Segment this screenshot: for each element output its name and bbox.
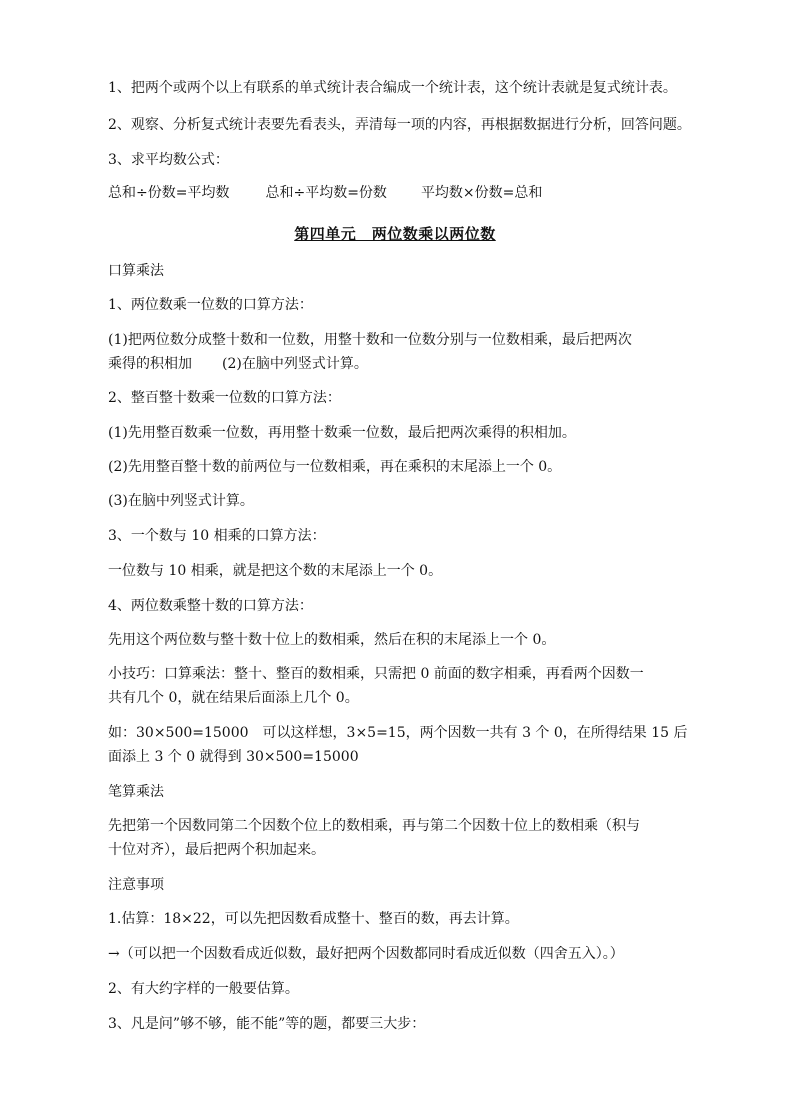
oral-s4-title: 4、两位数乘整十数的口算方法：: [108, 598, 313, 614]
example-line2: 面添上 3 个 0 就得到 30×500=15000: [108, 749, 359, 765]
oral-s2-item3: (3)在脑中列竖式计算。: [108, 493, 254, 509]
notes-item1-arrow: →（可以把一个因数看成近似数，最好把两个因数都同时看成近似数（四舍五入）。）: [108, 946, 624, 962]
oral-heading: 口算乘法: [108, 263, 164, 279]
oral-s4-text: 先用这个两位数与整十数十位上的数相乘，然后在积的末尾添上一个 0。: [108, 632, 556, 648]
oral-s1-title: 1、两位数乘一位数的口算方法：: [108, 297, 313, 313]
formula-average: 总和÷份数=平均数: [108, 185, 230, 201]
formula-count: 总和÷平均数=份数: [265, 185, 387, 201]
example-line1: 如：30×500=15000 可以这样想，3×5=15，两个因数一共有 3 个 0，在所得结果 15 后: [108, 725, 688, 741]
oral-s1-line2b: (2)在脑中列竖式计算。: [222, 356, 368, 372]
tip-line2: 共有几个 0，就在结果后面添上几个 0。: [108, 690, 359, 706]
oral-s2-item2: (2)先用整百整十数的前两位与一位数相乘，再在乘积的末尾添上一个 0。: [108, 459, 562, 475]
average-formulas: [108, 185, 542, 201]
stats-point-1: 1、把两个或两个以上有联系的单式统计表合编成一个统计表，这个统计表就是复式统计表。: [108, 80, 677, 96]
notes-item1: 1.估算：18×22，可以先把因数看成整十、整百的数，再去计算。: [108, 911, 519, 927]
tip-line1: 小技巧：口算乘法：整十、整百的数相乘，只需把 0 前面的数字相乘，再看两个因数一: [108, 666, 644, 682]
oral-s2-title: 2、整百整十数乘一位数的口算方法：: [108, 390, 341, 406]
oral-s3-text: 一位数与 10 相乘，就是把这个数的末尾添上一个 0。: [108, 563, 443, 579]
stats-point-3: 3、求平均数公式：: [108, 152, 229, 168]
written-line2: 十位对齐），最后把两个积加起来。: [108, 842, 325, 858]
unit-title: 第四单元 两位数乘以两位数: [294, 225, 496, 243]
oral-s3-title: 3、一个数与 10 相乘的口算方法：: [108, 528, 326, 544]
notes-heading: 注意事项: [108, 877, 164, 893]
oral-s1-line2a: 乘得的积相加: [108, 356, 192, 372]
oral-s2-item1: (1)先用整百数乘一位数，再用整十数乘一位数，最后把两次乘得的积相加。: [108, 425, 576, 441]
written-heading: 笔算乘法: [108, 784, 164, 800]
stats-point-2: 2、观察、分析复式统计表要先看表头，弄清每一项的内容，再根据数据进行分析，回答问题。: [108, 117, 691, 133]
formula-total: 平均数×份数=总和: [420, 185, 543, 201]
oral-s1-line1: (1)把两位数分成整十数和一位数，用整十数和一位数分别与一位数相乘，最后把两次: [108, 332, 632, 348]
notes-item2: 2、有大约字样的一般要估算。: [108, 981, 299, 997]
written-line1: 先把第一个因数同第二个因数个位上的数相乘，再与第二个因数十位上的数相乘（积与: [108, 818, 640, 834]
notes-item3: 3、凡是问”够不够，能不能”等的题，都要三大步：: [108, 1016, 426, 1032]
